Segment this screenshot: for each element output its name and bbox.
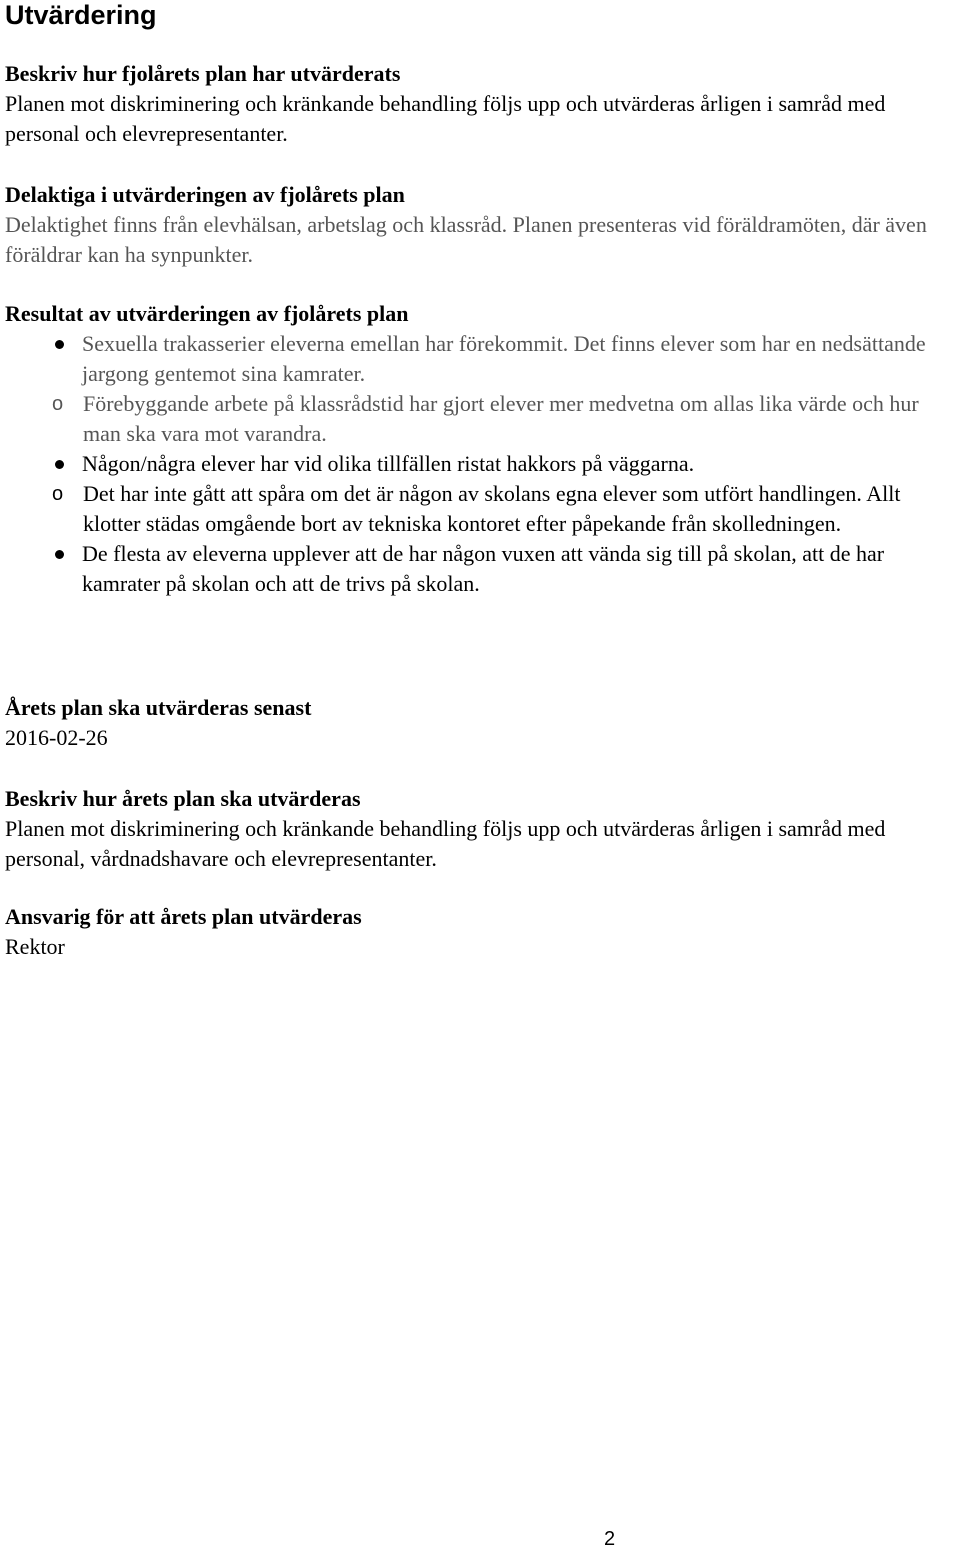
section-results xyxy=(5,299,955,599)
deadline-date: 2016-02-26 xyxy=(5,725,108,750)
list-item xyxy=(5,449,955,539)
bullet-icon xyxy=(55,460,64,469)
bullet-icon xyxy=(55,340,64,349)
section-heading: Beskriv hur årets plan ska utvärderas xyxy=(5,786,361,811)
section-body: Delaktighet finns från elevhälsan, arbetslag och klassråd. Planen presenteras vid föräldramöten, där även föräldrar kan ha synpunkter. xyxy=(5,212,927,267)
section-responsible xyxy=(5,902,955,962)
section-heading: Beskriv hur fjolårets plan har utvärderats xyxy=(5,61,401,86)
results-list xyxy=(5,329,955,599)
list-item-text: De flesta av eleverna upplever att de har någon vuxen att vända sig till på skolan, att de har kamrater på skolan och att de trivs på skolan. xyxy=(82,541,885,596)
list-item xyxy=(5,539,955,599)
section-heading: Ansvarig för att årets plan utvärderas xyxy=(5,904,362,929)
list-item xyxy=(5,329,955,449)
circle-bullet-icon: o xyxy=(52,483,64,505)
sub-list xyxy=(5,389,955,449)
circle-bullet-icon: o xyxy=(52,393,64,415)
sub-list-item-text: Det har inte gått att spåra om det är någon av skolans egna elever som utfört handlingen. Allt klotter städas omgående bort av tekniska kontoret efter påpekande från skolledningen. xyxy=(83,481,901,536)
responsible-person: Rektor xyxy=(5,934,65,959)
page-number: 2 xyxy=(604,1528,616,1550)
section-body: Planen mot diskriminering och kränkande behandling följs upp och utvärderas årligen i samråd med personal, vårdnadshavare och elevrepresentanter. xyxy=(5,816,886,871)
section-heading: Delaktiga i utvärderingen av fjolårets plan xyxy=(5,182,405,207)
page-title: Utvärdering xyxy=(5,0,157,30)
section-participants xyxy=(5,180,955,270)
section-evaluation-method xyxy=(5,59,955,149)
section-body: Planen mot diskriminering och kränkande behandling följs upp och utvärderas årligen i samråd med personal och elevrepresentanter. xyxy=(5,91,886,146)
sub-list-item xyxy=(5,479,955,539)
sub-list-item xyxy=(5,389,955,449)
section-heading: Resultat av utvärderingen av fjolårets plan xyxy=(5,301,409,326)
sub-list xyxy=(5,479,955,539)
bullet-icon xyxy=(55,550,64,559)
sub-list-item-text: Förebyggande arbete på klassrådstid har gjort elever mer medvetna om allas lika värde och hur man ska vara mot varandra. xyxy=(83,391,919,446)
list-item-text: Sexuella trakasserier eleverna emellan har förekommit. Det finns elever som har en nedsättande jargong gentemot sina kamrater. xyxy=(82,331,926,386)
section-evaluation-plan xyxy=(5,784,955,874)
section-heading: Årets plan ska utvärderas senast xyxy=(5,695,312,720)
section-evaluation-deadline xyxy=(5,693,955,753)
list-item-text: Någon/några elever har vid olika tillfällen ristat hakkors på väggarna. xyxy=(82,451,695,476)
